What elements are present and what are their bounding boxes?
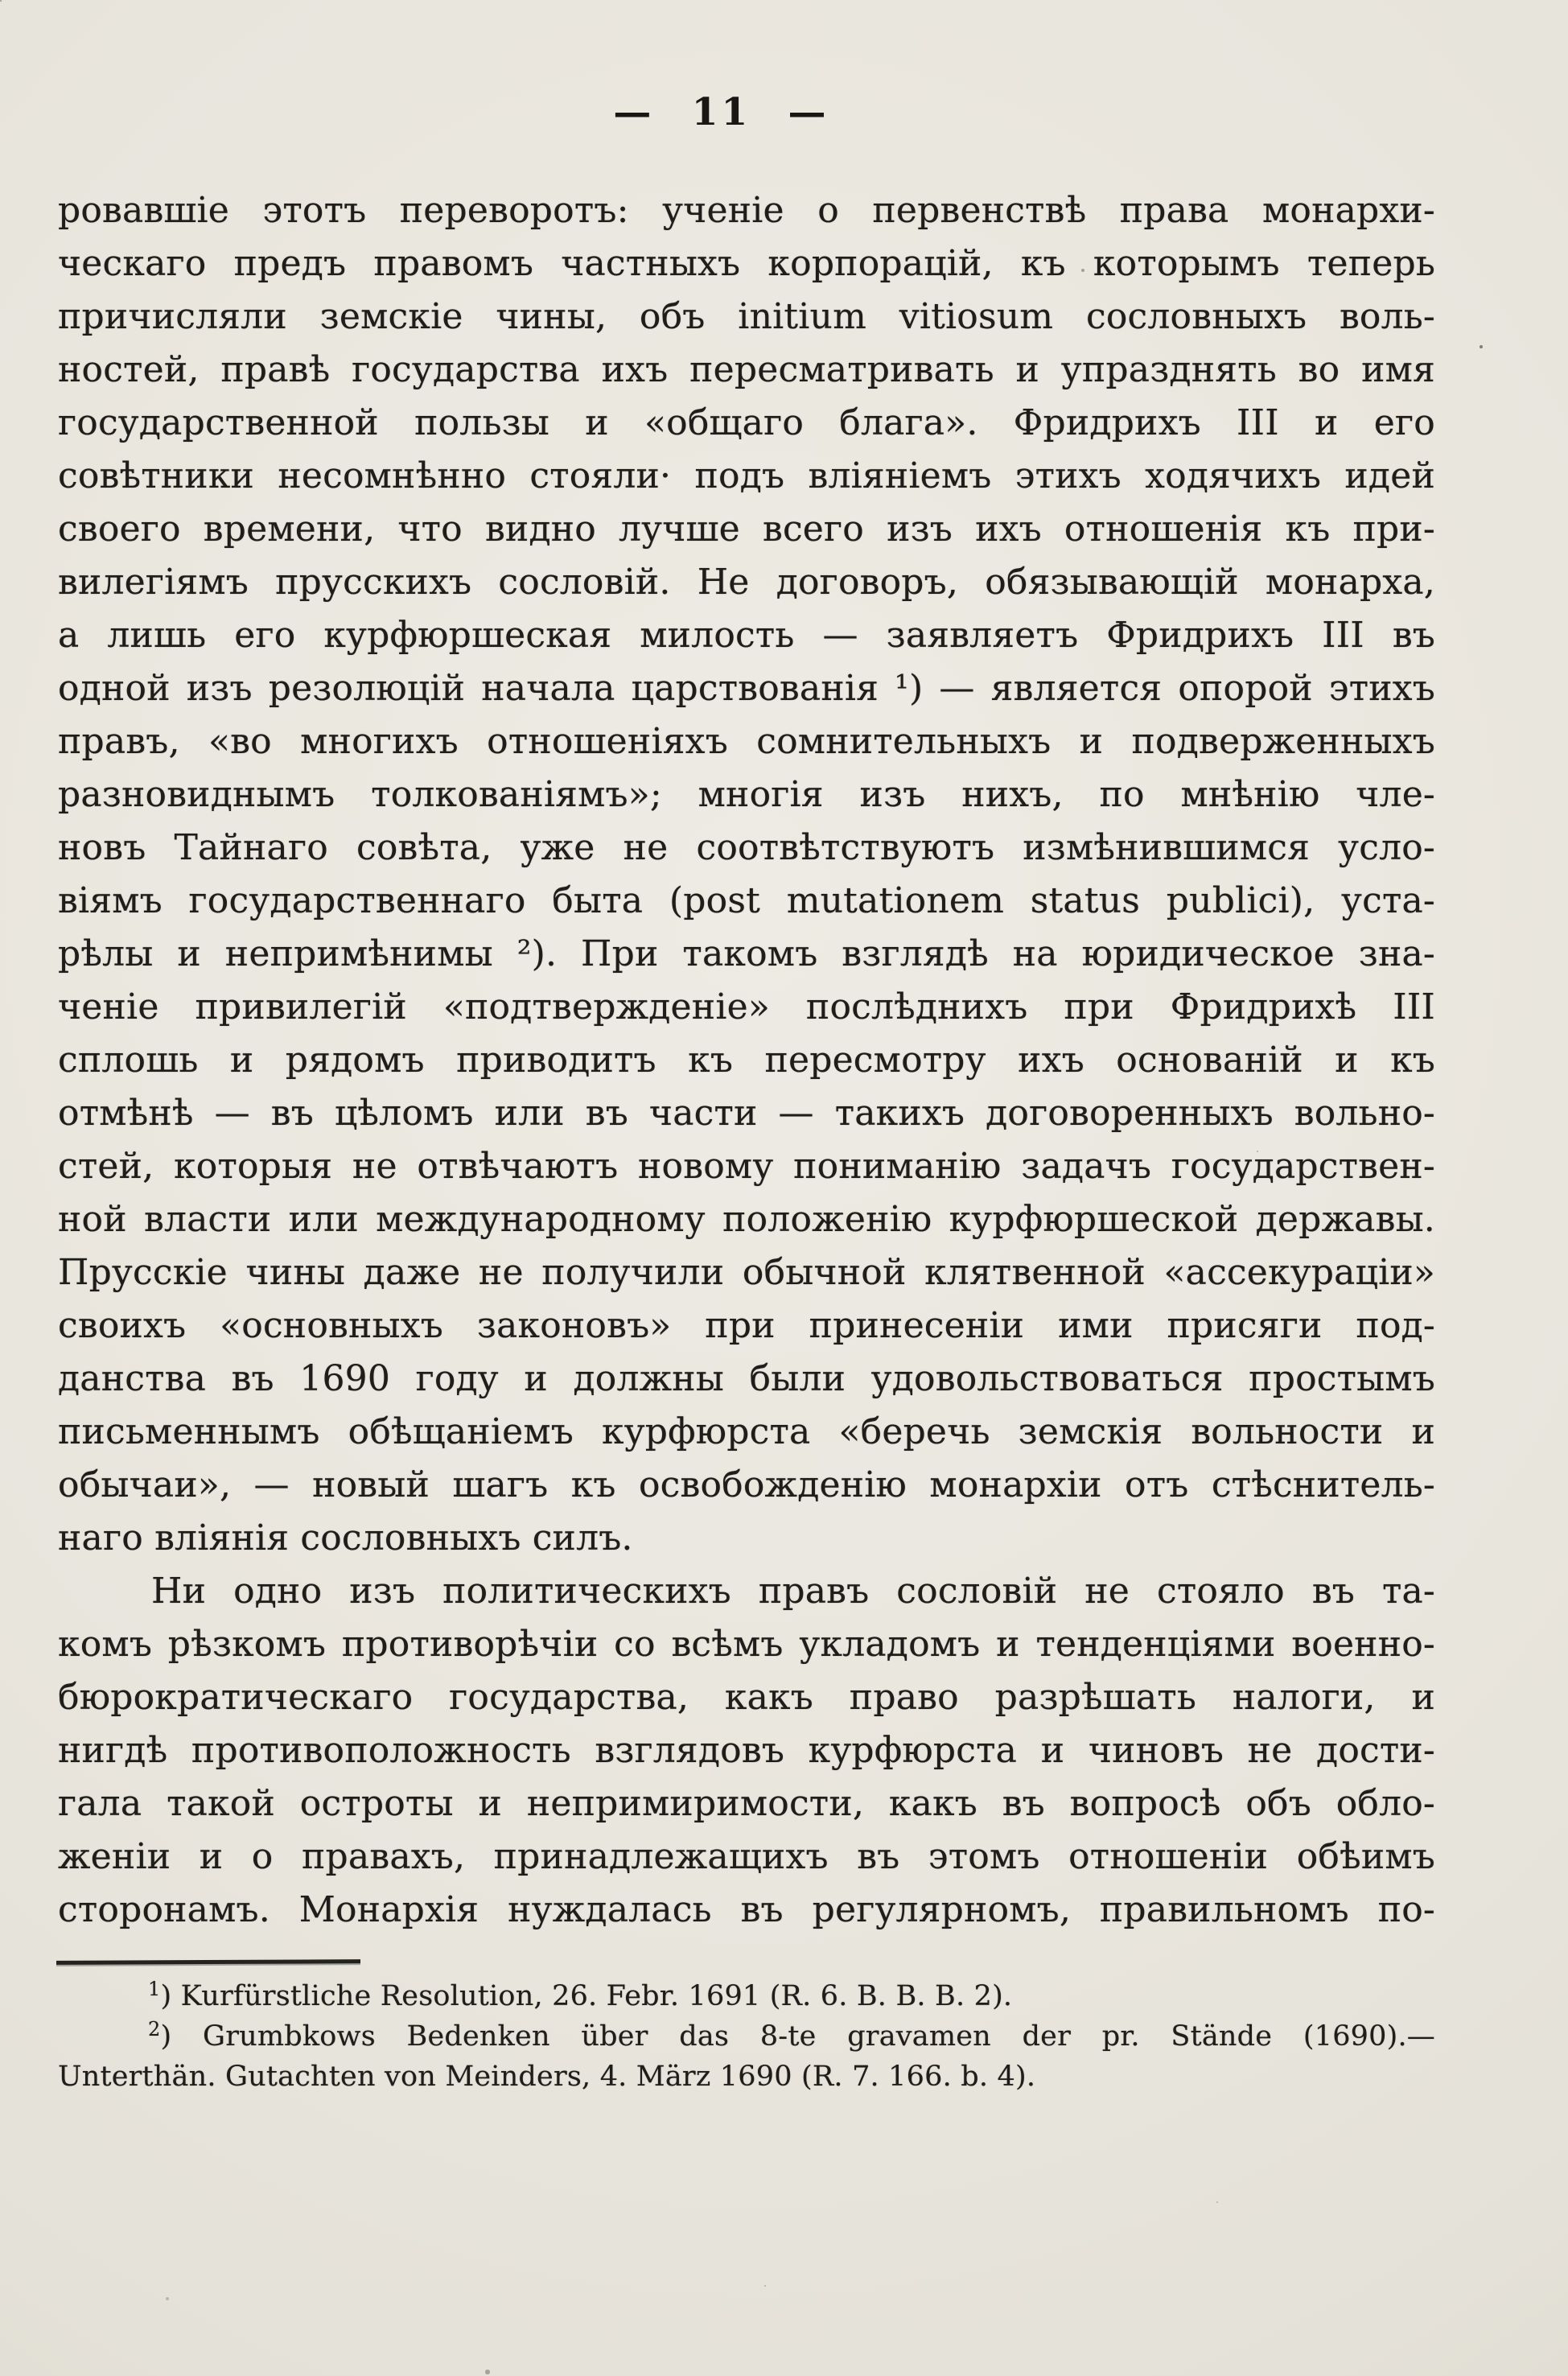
body-line: женіи и о правахъ, принадлежащихъ въ этомъ отношеніи обѣимъ [58, 1836, 1435, 1877]
body-line: Прусскіе чины даже не получили обычной клятвенной «ассекураціи» [58, 1252, 1435, 1293]
paper-texture [0, 0, 2, 2]
body-line: обычаи», — новый шагъ къ освобожденію монархіи отъ стѣснитель- [58, 1464, 1435, 1505]
body-line: гала такой остроты и непримиримости, какъ въ вопросѣ объ обло- [58, 1783, 1435, 1824]
footnote-text: Unterthän. Gutachten von Meinders, 4. März 1690 (R. 7. 166. b. 4). [58, 2061, 1036, 2093]
body-line-paragraph-end: наго вліянія сословныхъ силъ. [58, 1517, 633, 1559]
body-line: одной изъ резолюцій начала царствованія ¹) — является опорой этихъ [58, 668, 1435, 709]
body-line: бюрократическаго государства, какъ право разрѣшать налоги, и [58, 1677, 1435, 1718]
body-line-paragraph-start: Ни одно изъ политическихъ правъ сословій не стояло въ та- [151, 1571, 1435, 1612]
footnote-line [58, 2049, 1435, 2093]
body-line: новъ Тайнаго совѣта, уже не соотвѣтствуютъ измѣнившимся усло- [58, 827, 1435, 868]
body-line: комъ рѣзкомъ противорѣчіи со всѣмъ укладомъ и тенденціями военно- [58, 1624, 1435, 1665]
footnote-marker: 1 [148, 1978, 161, 2000]
body-line: ностей, правѣ государства ихъ пересматривать и упразднять во имя [58, 349, 1435, 390]
body-line: данства въ 1690 году и должны были удовольствоваться простымъ [58, 1358, 1435, 1399]
body-line: письменнымъ обѣщаніемъ курфюрста «беречь земскія вольности и [58, 1411, 1435, 1452]
body-line: своего времени, что видно лучше всего изъ ихъ отношенія къ при- [58, 509, 1435, 550]
body-line: отмѣнѣ — въ цѣломъ или въ части — такихъ договоренныхъ вольно- [58, 1093, 1435, 1134]
body-line: рѣлы и непримѣнимы ²). При такомъ взглядѣ на юридическое зна- [58, 933, 1435, 974]
body-line: ной власти или международному положенію курфюршеской державы. [58, 1199, 1435, 1240]
footnote-line [58, 2009, 1435, 2053]
body-line: совѣтники несомнѣнно стояли· подъ вліяніемъ этихъ ходячихъ идей [58, 455, 1435, 496]
body-line: своихъ «основныхъ законовъ» при принесеніи ими присяги под- [58, 1305, 1435, 1346]
body-line: віямъ государственнаго быта (post mutationem status publici), уста- [58, 880, 1435, 921]
body-line: причисляли земскіе чины, объ initium vitiosum сословныхъ воль- [58, 296, 1435, 337]
footnote-text: ) Grumbkows Bedenken über das 8-te gravamen der pr. Stände (1690).— [160, 2020, 1435, 2053]
body-line: а лишь его курфюршеская милость — заявляетъ Фридрихъ III въ [58, 615, 1435, 656]
footnote-marker: 2 [148, 2018, 161, 2040]
body-line: правъ, «во многихъ отношеніяхъ сомнительныхъ и подверженныхъ [58, 721, 1435, 762]
body-line: сплошь и рядомъ приводитъ къ пересмотру ихъ основаній и къ [58, 1040, 1435, 1081]
body-line: ченіе привилегій «подтвержденіе» послѣднихъ при Фридрихѣ III [58, 986, 1435, 1027]
body-line: ческаго предъ правомъ частныхъ корпорацій, къ которымъ теперь [58, 243, 1435, 284]
body-line: государственной пользы и «общаго блага». Фридрихъ III и его [58, 402, 1435, 443]
footnote-text: ) Kurfürstliche Resolution, 26. Febr. 1691 (R. 6. B. B. B. 2). [160, 1980, 1013, 2012]
footnote-separator-rule [56, 1959, 360, 1965]
body-line: сторонамъ. Монархія нуждалась въ регулярномъ, правильномъ по- [58, 1889, 1435, 1930]
footnote-line [58, 1969, 1435, 2012]
body-line: разновиднымъ толкованіямъ»; многія изъ нихъ, по мнѣнію чле- [58, 774, 1435, 815]
body-line: нигдѣ противоположность взглядовъ курфюрста и чиновъ не дости- [58, 1730, 1435, 1771]
body-line: ровавшіе этотъ переворотъ: ученіе о первенствѣ права монархи- [58, 190, 1435, 231]
footnotes-block [58, 1969, 1435, 2093]
main-text-block [58, 184, 1435, 1937]
body-line: стей, которыя не отвѣчаютъ новому пониманію задачъ государствен- [58, 1146, 1435, 1187]
body-line: вилегіямъ прусскихъ сословій. Не договоръ, обязывающій монарха, [58, 562, 1435, 603]
page-number: — 11 — [613, 90, 829, 134]
